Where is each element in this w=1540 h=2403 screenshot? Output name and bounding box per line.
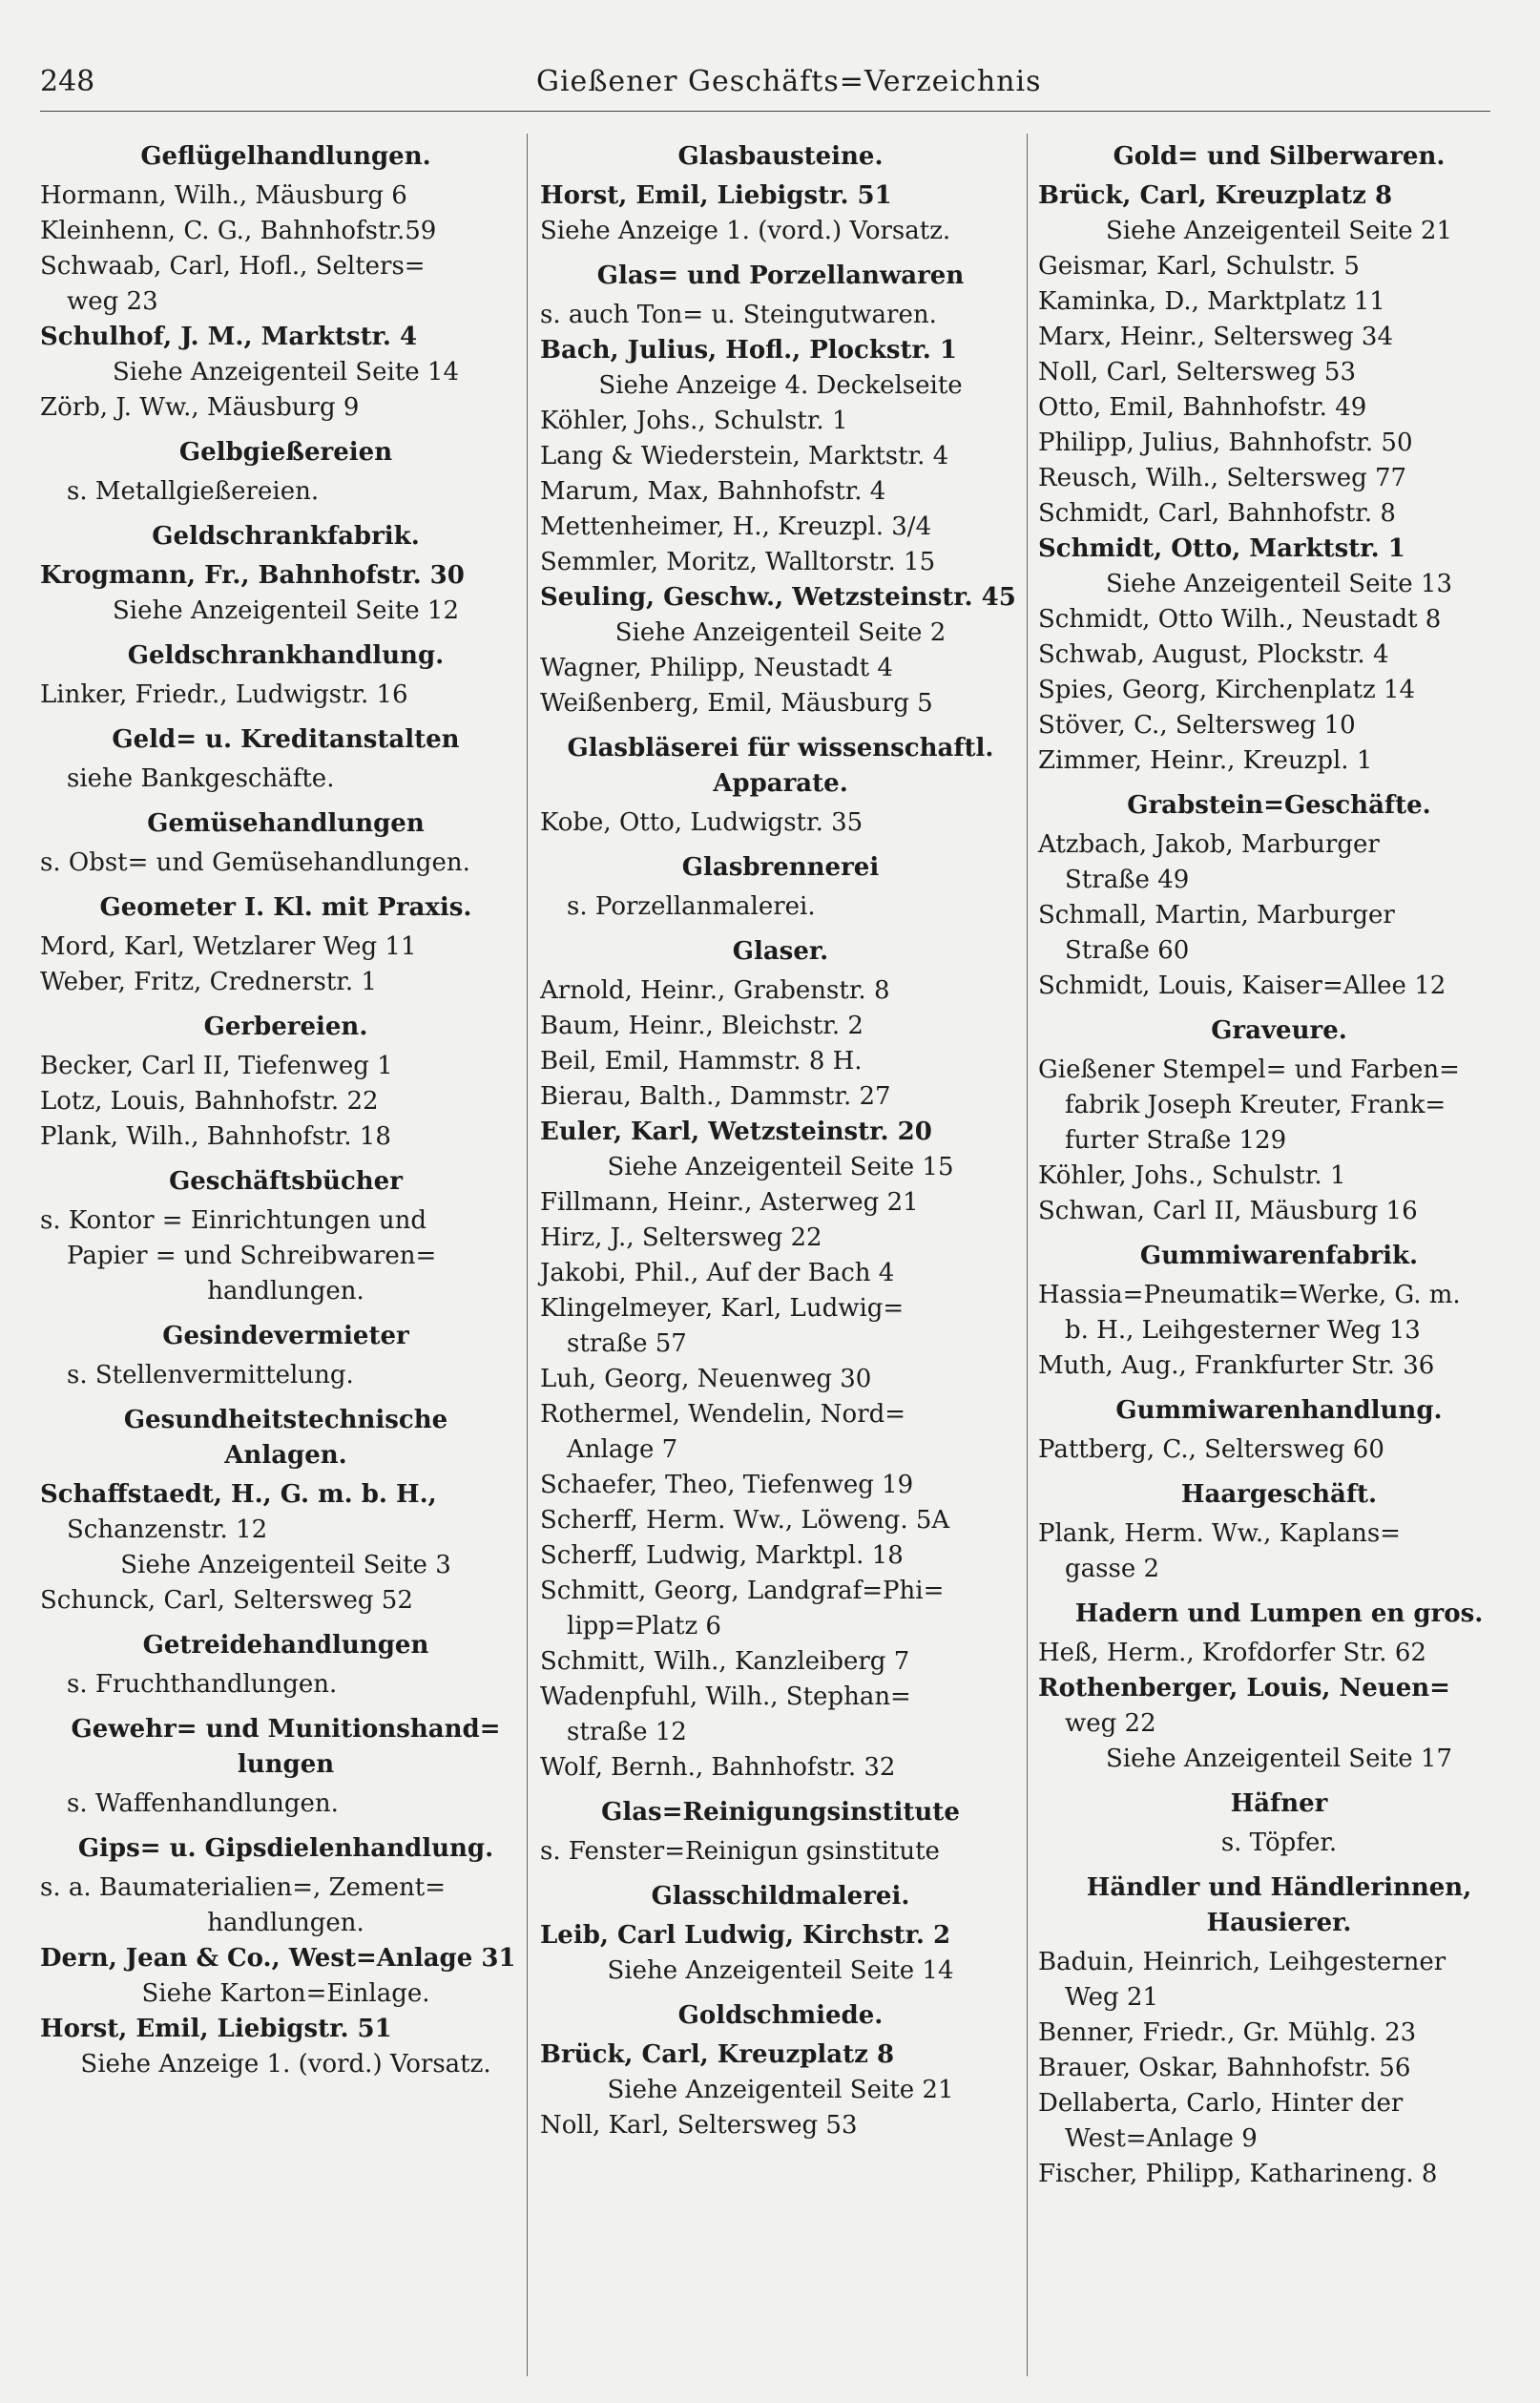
section-heading-line: Hausierer. xyxy=(1206,1909,1352,1937)
entry-line: Mettenheimer, H., Kreuzpl. 3/4 xyxy=(540,512,932,541)
entry-line: Schmitt, Wilh., Kanzleiberg 7 xyxy=(540,1647,910,1676)
directory-entry xyxy=(1038,496,1520,532)
directory-entry xyxy=(540,889,1021,925)
directory-entry xyxy=(40,1084,531,1119)
section-heading xyxy=(1038,1597,1520,1632)
entry-line: Scherff, Herm. Ww., Löweng. 5A xyxy=(540,1506,950,1535)
directory-entry xyxy=(1038,1516,1520,1587)
entry-line: Mord, Karl, Wetzlarer Weg 11 xyxy=(40,932,417,961)
directory-entry xyxy=(540,178,1021,249)
entry-line: West=Anlage 9 xyxy=(1065,2124,1258,2153)
section-heading-line: Hadern und Lumpen en gros. xyxy=(1074,1599,1484,1628)
section-heading xyxy=(40,519,531,554)
directory-entry xyxy=(540,1574,1021,1644)
entry-line: Noll, Karl, Seltersweg 53 xyxy=(540,2111,858,2140)
section-heading-line: Gesundheitstechnische xyxy=(123,1406,448,1434)
entry-line: Weber, Fritz, Crednerstr. 1 xyxy=(40,968,377,996)
section-heading-line: Glasbläserei für wissenschaftl. xyxy=(567,734,994,763)
entry-line: Siehe Anzeige 1. (vord.) Vorsatz. xyxy=(540,217,951,245)
entry-line: Schmidt, Otto Wilh., Neustadt 8 xyxy=(1038,605,1442,634)
directory-entry xyxy=(40,1203,531,1309)
directory-entry xyxy=(1038,743,1520,779)
entry-line: Arnold, Heinr., Grabenstr. 8 xyxy=(540,976,890,1005)
directory-entry xyxy=(40,2012,531,2082)
section-heading-line: Grabstein=Geschäfte. xyxy=(1127,791,1431,820)
entry-line: weg 22 xyxy=(1065,1709,1156,1738)
directory-entry xyxy=(1038,827,1520,898)
directory-entry xyxy=(540,686,1021,721)
directory-entry xyxy=(540,1750,1021,1786)
entry-line: Straße 60 xyxy=(1065,936,1190,965)
entry-line: Hormann, Wilh., Mäusburg 6 xyxy=(40,181,407,210)
entry-line: s. Fruchthandlungen. xyxy=(67,1670,338,1699)
section-heading xyxy=(40,722,531,758)
page-header xyxy=(40,59,1490,112)
directory-entry xyxy=(1038,390,1520,426)
entry-line: Siehe Anzeigenteil Seite 13 xyxy=(1105,570,1453,598)
section-heading-line: Gummiwarenfabrik. xyxy=(1139,1242,1419,1270)
directory-entry xyxy=(1038,320,1520,355)
directory-entry xyxy=(1038,249,1520,284)
section-heading xyxy=(40,1831,531,1867)
entry-line: Plank, Herm. Ww., Kaplans= xyxy=(1038,1519,1401,1548)
entry-line: Köhler, Johs., Schulstr. 1 xyxy=(1038,1161,1346,1190)
section-heading xyxy=(1038,788,1520,824)
entry-line: Benner, Friedr., Gr. Mühlg. 23 xyxy=(1038,2018,1417,2047)
entry-line: Kobe, Otto, Ludwigstr. 35 xyxy=(540,808,864,837)
page-number: 248 xyxy=(40,65,95,98)
directory-entry xyxy=(1038,2157,1520,2192)
entry-line: Horst, Emil, Liebigstr. 51 xyxy=(540,181,892,210)
directory-entry xyxy=(40,249,531,320)
entry-line: Heß, Herm., Krofdorfer Str. 62 xyxy=(1038,1639,1426,1667)
section-heading-line: Geldschrankfabrik. xyxy=(152,522,420,551)
section-heading-line: Geldschrankhandlung. xyxy=(127,641,445,670)
entry-line: straße 57 xyxy=(567,1329,687,1358)
directory-entry xyxy=(540,1185,1021,1221)
directory-entry xyxy=(40,474,531,510)
directory-entry xyxy=(1038,2016,1520,2051)
entry-line: Otto, Emil, Bahnhofstr. 49 xyxy=(1038,393,1367,422)
entry-line: Hassia=Pneumatik=Werke, G. m. xyxy=(1038,1281,1461,1309)
entry-line: Straße 49 xyxy=(1065,866,1190,894)
directory-entry xyxy=(40,558,531,629)
entry-line: Pattberg, C., Seltersweg 60 xyxy=(1038,1435,1384,1464)
directory-entry xyxy=(40,390,531,426)
directory-entry xyxy=(540,1256,1021,1291)
directory-entry xyxy=(540,1362,1021,1397)
directory-entry xyxy=(1038,1636,1520,1671)
section-heading-line: Glas= und Porzellanwaren xyxy=(596,261,965,290)
entry-line: Stöver, C., Seltersweg 10 xyxy=(1038,711,1356,740)
entry-line: Kaminka, D., Marktplatz 11 xyxy=(1038,287,1385,316)
directory-entry xyxy=(1038,461,1520,496)
entry-line: fabrik Joseph Kreuter, Frank= xyxy=(1065,1091,1446,1119)
entry-line: s. auch Ton= u. Steingutwaren. xyxy=(540,301,937,329)
entry-line: Baum, Heinr., Bleichstr. 2 xyxy=(540,1012,864,1040)
section-heading-line: lungen xyxy=(237,1750,335,1779)
entry-line: Zörb, J. Ww., Mäusburg 9 xyxy=(40,393,360,422)
entry-line: Rothenberger, Louis, Neuen= xyxy=(1038,1674,1450,1703)
directory-entry xyxy=(540,1918,1021,1989)
section-heading xyxy=(40,638,531,674)
directory-entry xyxy=(40,178,531,214)
directory-entry xyxy=(40,762,531,797)
entry-line: Schaefer, Theo, Tiefenweg 19 xyxy=(540,1471,914,1499)
entry-line: Muth, Aug., Frankfurter Str. 36 xyxy=(1038,1351,1435,1380)
directory-entry xyxy=(540,1503,1021,1538)
entry-line: Brauer, Oskar, Bahnhofstr. 56 xyxy=(1038,2054,1411,2082)
entry-line: Seuling, Geschw., Wetzsteinstr. 45 xyxy=(540,583,1016,612)
entry-line: furter Straße 129 xyxy=(1065,1126,1287,1155)
entry-line: Zimmer, Heinr., Kreuzpl. 1 xyxy=(1038,746,1373,775)
entry-line: handlungen. xyxy=(207,1277,364,1306)
entry-line: Siehe Anzeigenteil Seite 2 xyxy=(614,618,947,647)
section-heading xyxy=(540,850,1021,886)
entry-line: Siehe Anzeigenteil Seite 14 xyxy=(607,1956,954,1985)
entry-line: Schwab, August, Plockstr. 4 xyxy=(1038,640,1389,669)
section-heading xyxy=(540,934,1021,970)
section-heading xyxy=(40,1403,531,1473)
section-heading-line: Gelbgießereien xyxy=(178,438,393,467)
entry-line: Siehe Anzeigenteil Seite 3 xyxy=(120,1551,451,1579)
entry-line: Schanzenstr. 12 xyxy=(67,1515,268,1544)
entry-line: Kleinhenn, C. G., Bahnhofstr.59 xyxy=(40,217,437,245)
directory-entry xyxy=(1038,969,1520,1004)
directory-entry xyxy=(40,678,531,713)
directory-entry xyxy=(1038,637,1520,673)
directory-entry xyxy=(40,1870,531,1941)
entry-line: Euler, Karl, Wetzsteinstr. 20 xyxy=(540,1118,932,1146)
section-heading-line: Glasschildmalerei. xyxy=(651,1882,910,1911)
section-heading-line: Geld= u. Kreditanstalten xyxy=(112,725,460,754)
directory-entry xyxy=(540,545,1021,580)
entry-line: Siehe Anzeigenteil Seite 17 xyxy=(1105,1745,1453,1773)
directory-entry xyxy=(540,1291,1021,1362)
section-heading xyxy=(1038,1239,1520,1274)
entry-line: s. Waffenhandlungen. xyxy=(67,1789,339,1818)
entry-line: Bach, Julius, Hofl., Plockstr. 1 xyxy=(540,336,957,365)
entry-line: Schunck, Carl, Seltersweg 52 xyxy=(40,1586,413,1615)
section-heading xyxy=(540,1879,1021,1914)
entry-line: Wolf, Bernh., Bahnhofstr. 32 xyxy=(540,1753,896,1782)
entry-line: Schmidt, Louis, Kaiser=Allee 12 xyxy=(1038,972,1446,1000)
directory-entry xyxy=(40,320,531,390)
entry-line: s. Fenster=Reinigun gsinstitute xyxy=(540,1837,940,1866)
section-heading-line: Gesindevermieter xyxy=(162,1322,409,1350)
section-heading xyxy=(1038,1870,1520,1941)
entry-line: Bierau, Balth., Dammstr. 27 xyxy=(540,1082,891,1111)
entry-line: Gießener Stempel= und Farben= xyxy=(1038,1055,1460,1084)
entry-line: s. Porzellanmalerei. xyxy=(567,892,816,921)
entry-line: Brück, Carl, Kreuzplatz 8 xyxy=(1038,181,1393,210)
directory-entry xyxy=(40,1477,531,1583)
section-heading xyxy=(40,806,531,842)
section-heading xyxy=(40,1712,531,1783)
section-heading xyxy=(1038,1477,1520,1513)
entry-line: Atzbach, Jakob, Marburger xyxy=(1038,830,1380,859)
entry-line: Krogmann, Fr., Bahnhofstr. 30 xyxy=(40,561,465,590)
directory-entry xyxy=(1038,178,1520,249)
entry-line: Rothermel, Wendelin, Nord= xyxy=(540,1400,906,1429)
directory-entry xyxy=(40,1941,531,2012)
entry-line: Lang & Wiederstein, Marktstr. 4 xyxy=(540,442,949,470)
directory-entry xyxy=(540,1834,1021,1870)
entry-line: Wadenpfuhl, Wilh., Stephan= xyxy=(540,1682,911,1711)
entry-line: Plank, Wilh., Bahnhofstr. 18 xyxy=(40,1122,391,1151)
section-heading-line: Häfner xyxy=(1230,1789,1328,1818)
entry-line: Luh, Georg, Neuenweg 30 xyxy=(540,1365,872,1393)
section-heading-line: Geflügelhandlungen. xyxy=(140,142,431,171)
entry-line: Philipp, Julius, Bahnhofstr. 50 xyxy=(1038,428,1413,457)
section-heading-line: Gerbereien. xyxy=(203,1013,368,1041)
section-heading-line: Goldschmiede. xyxy=(677,2001,884,2030)
entry-line: Brück, Carl, Kreuzplatz 8 xyxy=(540,2040,895,2069)
directory-entry xyxy=(1038,1945,1520,2016)
directory-entry xyxy=(1038,1348,1520,1384)
section-heading xyxy=(540,1998,1021,2034)
entry-line: Schmitt, Georg, Landgraf=Phi= xyxy=(540,1577,945,1605)
entry-line: Fischer, Philipp, Katharineng. 8 xyxy=(1038,2160,1438,2188)
section-heading xyxy=(1038,1393,1520,1429)
directory-entry xyxy=(1038,602,1520,637)
entry-line: Lotz, Louis, Bahnhofstr. 22 xyxy=(40,1087,379,1116)
entry-line: lipp=Platz 6 xyxy=(567,1612,721,1640)
entry-line: Klingelmeyer, Karl, Ludwig= xyxy=(540,1294,905,1323)
section-heading xyxy=(540,139,1021,175)
directory-entry xyxy=(1038,1432,1520,1468)
directory-entry xyxy=(540,1079,1021,1115)
directory-entry xyxy=(40,1787,531,1822)
entry-line: Scherff, Ludwig, Marktpl. 18 xyxy=(540,1541,904,1570)
entry-line: Marum, Max, Bahnhofstr. 4 xyxy=(540,477,886,506)
section-heading xyxy=(40,1010,531,1045)
section-heading-line: Geschäftsbücher xyxy=(169,1167,403,1196)
section-heading-line: Glasbausteine. xyxy=(677,142,884,171)
directory-entry xyxy=(1038,1826,1520,1861)
section-heading-line: Anlagen. xyxy=(224,1441,347,1470)
directory-entry xyxy=(540,404,1021,439)
entry-line: Siehe Karton=Einlage. xyxy=(141,1979,430,2008)
entry-line: s. Metallgießereien. xyxy=(67,477,320,506)
entry-line: Marx, Heinr., Seltersweg 34 xyxy=(1038,323,1393,351)
entry-line: Anlage 7 xyxy=(567,1435,678,1464)
entry-line: s. a. Baumaterialien=, Zement= xyxy=(40,1873,447,1902)
entry-line: Fillmann, Heinr., Asterweg 21 xyxy=(540,1188,919,1217)
section-heading xyxy=(540,1795,1021,1830)
directory-entry xyxy=(540,439,1021,474)
column-divider xyxy=(527,134,528,2376)
directory-entry xyxy=(540,1644,1021,1680)
section-heading-line: Glasbrennerei xyxy=(681,853,880,882)
directory-entry xyxy=(540,973,1021,1009)
column-1 xyxy=(40,130,531,2082)
entry-line: Baduin, Heinrich, Leihgesterner xyxy=(1038,1948,1446,1976)
directory-entry xyxy=(40,930,531,965)
entry-line: siehe Bankgeschäfte. xyxy=(67,764,335,793)
entry-line: Siehe Anzeigenteil Seite 21 xyxy=(607,2076,954,2104)
directory-entry xyxy=(540,1221,1021,1256)
entry-line: Schmall, Martin, Marburger xyxy=(1038,901,1395,930)
section-heading-line: Gold= und Silberwaren. xyxy=(1113,142,1446,171)
section-heading-line: Gummiwarenhandlung. xyxy=(1115,1396,1443,1425)
entry-line: Hirz, J., Seltersweg 22 xyxy=(540,1223,822,1252)
entry-line: Horst, Emil, Liebigstr. 51 xyxy=(40,2015,392,2043)
directory-entry xyxy=(1038,2051,1520,2086)
section-heading-line: Apparate. xyxy=(713,769,848,798)
section-heading xyxy=(40,1319,531,1354)
entry-line: straße 12 xyxy=(567,1718,687,1746)
section-heading-line: Gemüsehandlungen xyxy=(147,809,425,838)
directory-entry xyxy=(1038,532,1520,602)
directory-entry xyxy=(540,474,1021,510)
section-heading-line: Gewehr= und Munitionshand= xyxy=(71,1715,501,1744)
entry-line: Schmidt, Carl, Bahnhofstr. 8 xyxy=(1038,499,1396,528)
directory-entry xyxy=(1038,284,1520,320)
directory-entry xyxy=(1038,355,1520,390)
directory-entry xyxy=(40,1667,531,1703)
entry-line: Weißenberg, Emil, Mäusburg 5 xyxy=(540,689,933,718)
directory-entry xyxy=(540,651,1021,686)
column-divider xyxy=(1027,134,1028,2376)
directory-entry xyxy=(540,1680,1021,1750)
directory-entry xyxy=(1038,898,1520,969)
entry-line: Siehe Anzeigenteil Seite 12 xyxy=(112,596,460,625)
directory-entry xyxy=(540,1044,1021,1079)
directory-entry xyxy=(1038,1159,1520,1194)
section-heading xyxy=(40,890,531,926)
entry-line: Köhler, Johs., Schulstr. 1 xyxy=(540,407,848,435)
directory-entry xyxy=(1038,1194,1520,1229)
column-2 xyxy=(540,130,1021,2143)
section-heading-line: Geometer I. Kl. mit Praxis. xyxy=(99,893,472,922)
entry-line: weg 23 xyxy=(67,287,158,316)
entry-line: Beil, Emil, Hammstr. 8 H. xyxy=(540,1047,863,1076)
entry-line: Linker, Friedr., Ludwigstr. 16 xyxy=(40,680,408,709)
directory-entry xyxy=(540,2037,1021,2108)
entry-line: Siehe Anzeigenteil Seite 21 xyxy=(1105,217,1453,245)
section-heading xyxy=(1038,139,1520,175)
entry-line: Geismar, Karl, Schulstr. 5 xyxy=(1038,252,1360,281)
entry-line: Leib, Carl Ludwig, Kirchstr. 2 xyxy=(540,1921,951,1950)
directory-entry xyxy=(540,1468,1021,1503)
section-heading-line: Glaser. xyxy=(732,937,829,966)
entry-line: gasse 2 xyxy=(1065,1555,1160,1583)
entry-line: Jakobi, Phil., Auf der Bach 4 xyxy=(540,1259,895,1287)
directory-entry xyxy=(1038,708,1520,743)
directory-entry xyxy=(40,1358,531,1393)
entry-line: Siehe Anzeigenteil Seite 14 xyxy=(112,358,460,387)
directory-entry xyxy=(540,510,1021,545)
entry-line: Schaffstaedt, H., G. m. b. H., xyxy=(40,1480,437,1509)
section-heading xyxy=(40,1164,531,1200)
entry-line: b. H., Leihgesterner Weg 13 xyxy=(1065,1316,1421,1345)
section-heading xyxy=(40,1628,531,1663)
directory-entry xyxy=(540,333,1021,404)
directory-entry xyxy=(40,965,531,1000)
entry-line: Reusch, Wilh., Seltersweg 77 xyxy=(1038,464,1407,492)
section-heading xyxy=(40,435,531,470)
section-heading-line: Gips= u. Gipsdielenhandlung. xyxy=(77,1834,494,1863)
directory-entry xyxy=(540,1397,1021,1468)
directory-entry xyxy=(1038,2086,1520,2157)
directory-entry xyxy=(540,580,1021,651)
entry-line: Schulhof, J. M., Marktstr. 4 xyxy=(40,323,418,351)
directory-entry xyxy=(40,214,531,249)
entry-line: Becker, Carl II, Tiefenweg 1 xyxy=(40,1052,393,1080)
directory-entry xyxy=(540,805,1021,841)
entry-line: s. Stellenvermittelung. xyxy=(67,1361,354,1390)
section-heading-line: Händler und Händlerinnen, xyxy=(1086,1873,1472,1902)
directory-entry xyxy=(540,1115,1021,1185)
section-heading xyxy=(40,139,531,175)
section-heading xyxy=(540,259,1021,294)
directory-entry xyxy=(540,1009,1021,1044)
entry-line: Papier = und Schreibwaren= xyxy=(67,1242,437,1270)
entry-line: Semmler, Moritz, Walltorstr. 15 xyxy=(540,548,936,576)
section-heading-line: Glas=Reinigungsinstitute xyxy=(601,1798,960,1827)
entry-line: Noll, Carl, Seltersweg 53 xyxy=(1038,358,1356,387)
entry-line: s. Kontor = Einrichtungen und xyxy=(40,1206,427,1235)
entry-line: Dellaberta, Carlo, Hinter der xyxy=(1038,2089,1404,2118)
directory-entry xyxy=(40,1119,531,1155)
entry-line: Siehe Anzeige 4. Deckelseite xyxy=(598,371,963,400)
directory-entry xyxy=(40,846,531,881)
directory-entry xyxy=(1038,426,1520,461)
section-heading-line: Haargeschäft. xyxy=(1180,1480,1378,1509)
section-heading xyxy=(1038,1013,1520,1049)
section-heading xyxy=(540,731,1021,802)
column-3 xyxy=(1038,130,1520,2192)
entry-line: Wagner, Philipp, Neustadt 4 xyxy=(540,654,893,682)
entry-line: Siehe Anzeigenteil Seite 15 xyxy=(607,1153,954,1181)
entry-line: Siehe Anzeige 1. (vord.) Vorsatz. xyxy=(80,2050,491,2079)
directory-entry xyxy=(1038,1671,1520,1777)
directory-entry xyxy=(40,1049,531,1084)
entry-line: Schwan, Carl II, Mäusburg 16 xyxy=(1038,1197,1418,1225)
page-title: Gießener Geschäfts=Verzeichnis xyxy=(536,65,1042,98)
entry-line: Dern, Jean & Co., West=Anlage 31 xyxy=(40,1944,516,1973)
section-heading-line: Graveure. xyxy=(1211,1016,1347,1045)
directory-entry xyxy=(40,1583,531,1619)
entry-line: Schwaab, Carl, Hofl., Selters= xyxy=(40,252,426,281)
entry-line: Weg 21 xyxy=(1065,1983,1158,2012)
entry-line: s. Obst= und Gemüsehandlungen. xyxy=(40,848,470,877)
directory-entry xyxy=(1038,1278,1520,1348)
directory-entry xyxy=(1038,1053,1520,1159)
directory-entry xyxy=(540,1538,1021,1574)
section-heading xyxy=(1038,1787,1520,1822)
entry-line: s. Töpfer. xyxy=(1220,1828,1338,1857)
section-heading-line: Getreidehandlungen xyxy=(142,1631,429,1660)
entry-line: handlungen. xyxy=(207,1909,364,1937)
directory-entry xyxy=(540,2108,1021,2143)
directory-entry xyxy=(540,298,1021,333)
directory-entry xyxy=(1038,673,1520,708)
entry-line: Spies, Georg, Kirchenplatz 14 xyxy=(1038,676,1416,704)
entry-line: Schmidt, Otto, Marktstr. 1 xyxy=(1038,534,1405,563)
